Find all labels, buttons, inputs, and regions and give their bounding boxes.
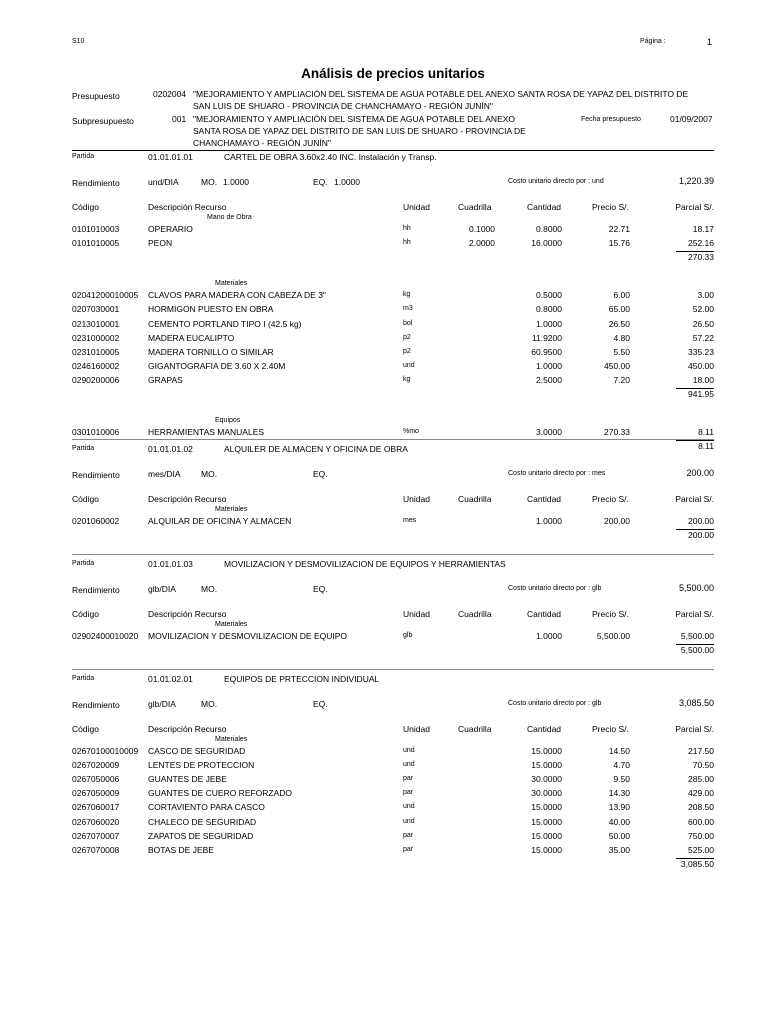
page-number: 1 bbox=[707, 37, 713, 47]
group-label: Mano de Obra bbox=[207, 214, 252, 221]
item-descripcion: MADERA EUCALIPTO bbox=[148, 332, 235, 343]
item-codigo: 0231000002 bbox=[72, 332, 120, 343]
partida-code: 01.01.01.02 bbox=[148, 444, 193, 454]
item-cantidad: 11.9200 bbox=[531, 332, 562, 343]
partida-label: Partida bbox=[72, 560, 95, 567]
item-parcial: 208.50 bbox=[688, 802, 714, 813]
group-subtotal: 8.11 bbox=[698, 441, 714, 452]
item-descripcion: GUANTES DE CUERO REFORZADO bbox=[148, 788, 293, 799]
col-header-parcial: Parcial S/. bbox=[675, 724, 714, 734]
group-subtotal: 270.33 bbox=[688, 252, 714, 263]
item-codigo: 02041200010005 bbox=[72, 290, 139, 301]
item-parcial: 200.00 bbox=[688, 516, 714, 526]
item-cantidad: 30.0000 bbox=[531, 788, 562, 799]
item-cantidad: 3.0000 bbox=[536, 427, 562, 438]
col-header-precio: Precio S/. bbox=[592, 724, 629, 734]
costo-unitario-label: Costo unitario directo por : und bbox=[508, 178, 604, 185]
item-precio: 4.70 bbox=[613, 760, 630, 771]
item-unidad: p2 bbox=[403, 333, 411, 341]
item-unidad: %mo bbox=[403, 428, 419, 436]
item-parcial: 750.00 bbox=[688, 830, 714, 841]
partida-divider bbox=[72, 669, 714, 670]
item-unidad: und bbox=[403, 817, 415, 825]
item-precio: 65.00 bbox=[608, 304, 630, 315]
item-parcial: 285.00 bbox=[688, 774, 714, 785]
col-header-precio: Precio S/. bbox=[592, 609, 629, 619]
eq-label: EQ. bbox=[313, 699, 328, 709]
item-unidad: und bbox=[403, 761, 415, 769]
item-unidad: glb bbox=[403, 632, 413, 639]
col-header-descripcion: Descripción Recurso bbox=[148, 724, 227, 734]
presupuesto-name-line1: "MEJORAMIENTO Y AMPLIACIÓN DEL SISTEMA DE AGUA POTABLE DEL ANEXO SANTA ROSA DE YAPAZ DEL DISTRITO DE bbox=[193, 89, 689, 99]
item-precio: 22.71 bbox=[608, 224, 630, 234]
col-header-parcial: Parcial S/. bbox=[675, 202, 714, 212]
col-header-codigo: Código bbox=[72, 724, 99, 734]
item-codigo: 0267020009 bbox=[72, 760, 120, 771]
item-parcial: 450.00 bbox=[688, 360, 714, 371]
costo-unitario-value: 1,220.39 bbox=[678, 176, 714, 186]
item-unidad: par bbox=[403, 789, 414, 797]
item-codigo: 0267070008 bbox=[72, 844, 120, 855]
item-unidad: par bbox=[403, 775, 414, 783]
mo-label: MO. bbox=[201, 177, 218, 187]
item-precio: 14.30 bbox=[608, 788, 630, 799]
item-cantidad: 15.0000 bbox=[531, 802, 562, 813]
item-cantidad: 15.0000 bbox=[531, 760, 562, 771]
rendimiento-unit: glb/DIA bbox=[148, 699, 176, 709]
item-unidad: und bbox=[403, 803, 415, 811]
col-header-descripcion: Descripción Recurso bbox=[148, 202, 227, 212]
group-label: Materiales bbox=[215, 621, 248, 628]
col-header-parcial: Parcial S/. bbox=[675, 494, 714, 504]
item-parcial: 429.00 bbox=[688, 788, 714, 799]
col-header-cuadrilla: Cuadrilla bbox=[458, 724, 492, 734]
item-precio: 9.50 bbox=[613, 774, 630, 785]
item-unidad: bol bbox=[403, 319, 413, 327]
item-descripcion: CEMENTO PORTLAND TIPO I (42.5 kg) bbox=[148, 318, 302, 329]
page-title: Análisis de precios unitarios bbox=[301, 66, 485, 81]
rendimiento-label: Rendimiento bbox=[72, 700, 120, 710]
item-cantidad: 15.0000 bbox=[531, 830, 562, 841]
col-header-unidad: Unidad bbox=[403, 609, 430, 619]
rendimiento-label: Rendimiento bbox=[72, 470, 120, 480]
rendimiento-unit: glb/DIA bbox=[148, 584, 176, 594]
partida-divider bbox=[72, 554, 714, 555]
item-descripcion: MADERA TORNILLO O SIMILAR bbox=[148, 346, 274, 357]
item-precio: 4.80 bbox=[613, 332, 630, 343]
item-precio: 26.50 bbox=[608, 318, 630, 329]
partida-name: ALQUILER DE ALMACEN Y OFICINA DE OBRA bbox=[224, 444, 408, 454]
group-label: Materiales bbox=[215, 506, 248, 513]
item-unidad: p2 bbox=[403, 347, 411, 355]
item-precio: 15.76 bbox=[608, 238, 630, 249]
col-header-cuadrilla: Cuadrilla bbox=[458, 202, 492, 212]
partida-name: CARTEL DE OBRA 3.60x2.40 INC. Instalación y Transp. bbox=[224, 152, 437, 162]
item-parcial: 5,500.00 bbox=[680, 631, 714, 641]
item-cantidad: 0.8000 bbox=[536, 224, 562, 234]
rendimiento-label: Rendimiento bbox=[72, 178, 120, 188]
item-codigo: 0246160002 bbox=[72, 360, 120, 371]
col-header-codigo: Código bbox=[72, 609, 99, 619]
subpresupuesto-label: Subpresupuesto bbox=[72, 116, 134, 126]
group-subtotal: 3,085.50 bbox=[680, 858, 714, 869]
subpresupuesto-name-line2: SANTA ROSA DE YAPAZ DEL DISTRITO DE SAN LUIS DE SHUARO - PROVINCIA DE bbox=[193, 126, 526, 136]
partida-name: EQUIPOS DE PRTECCION INDIVIDUAL bbox=[224, 674, 380, 684]
col-header-cuadrilla: Cuadrilla bbox=[458, 609, 492, 619]
costo-unitario-label: Costo unitario directo por : mes bbox=[508, 470, 606, 477]
item-precio: 200.00 bbox=[604, 516, 630, 526]
item-precio: 5.50 bbox=[613, 346, 630, 357]
item-descripcion: OPERARIO bbox=[148, 224, 193, 234]
item-cantidad: 15.0000 bbox=[531, 746, 562, 756]
item-descripcion: ALQUILAR DE OFICINA Y ALMACEN bbox=[148, 516, 292, 526]
item-cantidad: 1.0000 bbox=[536, 631, 562, 641]
item-descripcion: CHALECO DE SEGURIDAD bbox=[148, 816, 257, 827]
partida-divider bbox=[72, 439, 714, 440]
item-descripcion: PEON bbox=[148, 238, 173, 249]
item-parcial: 525.00 bbox=[688, 844, 714, 855]
partida-label: Partida bbox=[72, 675, 95, 682]
item-parcial: 57.22 bbox=[692, 332, 714, 343]
group-label: Materiales bbox=[215, 280, 248, 288]
item-descripcion: CASCO DE SEGURIDAD bbox=[148, 746, 246, 756]
group-label: Equipos bbox=[215, 417, 241, 425]
item-descripcion: MOVILIZACION Y DESMOVILIZACION DE EQUIPO bbox=[148, 631, 348, 641]
rendimiento-unit: mes/DIA bbox=[148, 469, 181, 479]
item-descripcion: HERRAMIENTAS MANUALES bbox=[148, 427, 265, 438]
item-parcial: 52.00 bbox=[692, 304, 714, 315]
item-cuadrilla: 0.1000 bbox=[469, 224, 495, 234]
group-subtotal: 941.95 bbox=[688, 389, 714, 399]
item-codigo: 0267070007 bbox=[72, 830, 120, 841]
item-descripcion: GUANTES DE JEBE bbox=[148, 774, 227, 785]
eq-label: EQ. bbox=[313, 584, 328, 594]
partida-label: Partida bbox=[72, 153, 95, 160]
item-precio: 14.50 bbox=[608, 746, 630, 756]
col-header-codigo: Código bbox=[72, 202, 99, 212]
col-header-cantidad: Cantidad bbox=[527, 494, 562, 504]
item-codigo: 0267060017 bbox=[72, 802, 120, 813]
subpresupuesto-code: 001 bbox=[172, 114, 187, 124]
rendimiento-unit: und/DIA bbox=[148, 177, 179, 187]
col-header-parcial: Parcial S/. bbox=[675, 609, 714, 619]
item-cuadrilla: 2.0000 bbox=[469, 238, 495, 249]
col-header-descripcion: Descripción Recurso bbox=[148, 494, 227, 504]
item-cantidad: 15.0000 bbox=[531, 816, 562, 827]
item-unidad: m3 bbox=[403, 305, 413, 313]
item-codigo: 0267060020 bbox=[72, 816, 120, 827]
col-header-precio: Precio S/. bbox=[592, 494, 629, 504]
col-header-cantidad: Cantidad bbox=[527, 609, 562, 619]
item-codigo: 0290200006 bbox=[72, 374, 120, 385]
item-descripcion: GRAPAS bbox=[148, 374, 183, 385]
item-descripcion: HORMIGON PUESTO EN OBRA bbox=[148, 304, 274, 315]
item-cantidad: 30.0000 bbox=[531, 774, 562, 785]
costo-unitario-label: Costo unitario directo por : glb bbox=[508, 700, 602, 707]
mo-label: MO. bbox=[201, 584, 218, 594]
item-cantidad: 0.5000 bbox=[536, 290, 562, 301]
item-codigo: 0101010005 bbox=[72, 238, 120, 249]
group-subtotal: 200.00 bbox=[688, 530, 714, 541]
item-precio: 450.00 bbox=[604, 360, 630, 371]
item-parcial: 3.00 bbox=[697, 290, 714, 301]
partida-code: 01.01.01.01 bbox=[148, 152, 193, 162]
rendimiento-label: Rendimiento bbox=[72, 585, 120, 595]
item-precio: 13.90 bbox=[608, 802, 630, 813]
item-parcial: 18.00 bbox=[692, 374, 714, 385]
fecha-presupuesto-label: Fecha presupuesto bbox=[581, 116, 641, 123]
mo-label: MO. bbox=[201, 469, 218, 479]
col-header-cantidad: Cantidad bbox=[527, 202, 562, 212]
item-unidad: hh bbox=[403, 239, 411, 247]
item-unidad: hh bbox=[403, 225, 411, 232]
item-parcial: 600.00 bbox=[688, 816, 714, 827]
item-cantidad: 60.9500 bbox=[531, 346, 562, 357]
partida-name: MOVILIZACION Y DESMOVILIZACION DE EQUIPOS Y HERRAMIENTAS bbox=[224, 559, 506, 569]
item-parcial: 70.50 bbox=[692, 760, 714, 771]
col-header-unidad: Unidad bbox=[403, 494, 430, 504]
item-unidad: und bbox=[403, 747, 415, 754]
item-descripcion: CORTAVIENTO PARA CASCO bbox=[148, 802, 265, 813]
presupuesto-code: 0202004 bbox=[153, 89, 187, 99]
col-header-codigo: Código bbox=[72, 494, 99, 504]
item-precio: 7.20 bbox=[613, 374, 630, 385]
item-parcial: 8.11 bbox=[698, 427, 714, 438]
item-unidad: mes bbox=[403, 517, 417, 524]
costo-unitario-value: 5,500.00 bbox=[678, 583, 714, 593]
item-descripcion: LENTES DE PROTECCION bbox=[148, 760, 255, 771]
item-codigo: 0201060002 bbox=[72, 516, 120, 526]
item-precio: 40.00 bbox=[608, 816, 630, 827]
item-descripcion: CLAVOS PARA MADERA CON CABEZA DE 3" bbox=[148, 290, 326, 301]
item-cantidad: 1.0000 bbox=[536, 516, 562, 526]
eq-label: EQ. bbox=[313, 469, 328, 479]
item-codigo: 0231010005 bbox=[72, 346, 120, 357]
item-cantidad: 1.0000 bbox=[536, 318, 562, 329]
item-unidad: par bbox=[403, 845, 414, 853]
group-label: Materiales bbox=[215, 736, 248, 743]
item-codigo: 0207030001 bbox=[72, 304, 120, 315]
costo-unitario-label: Costo unitario directo por : glb bbox=[508, 585, 602, 592]
item-unidad: kg bbox=[403, 375, 411, 383]
mo-label: MO. bbox=[201, 699, 218, 709]
item-cantidad: 16.0000 bbox=[531, 238, 562, 249]
subpresupuesto-name-line1: "MEJORAMIENTO Y AMPLIACIÓN DEL SISTEMA DE AGUA POTABLE DEL ANEXO bbox=[193, 114, 516, 124]
item-codigo: 0101010003 bbox=[72, 224, 120, 234]
fecha-presupuesto-value: 01/09/2007 bbox=[670, 114, 713, 124]
item-parcial: 217.50 bbox=[688, 746, 714, 756]
item-codigo: 0267050006 bbox=[72, 774, 120, 785]
item-parcial: 18.17 bbox=[692, 224, 714, 234]
item-descripcion: BOTAS DE JEBE bbox=[148, 844, 214, 855]
item-precio: 6.00 bbox=[613, 290, 630, 301]
subpresupuesto-name-line3: CHANCHAMAYO - REGIÓN JUNÍN" bbox=[193, 138, 331, 148]
group-subtotal: 5,500.00 bbox=[680, 645, 714, 656]
eq-value: 1.0000 bbox=[334, 177, 360, 187]
costo-unitario-value: 3,085.50 bbox=[678, 698, 714, 708]
presupuesto-label: Presupuesto bbox=[72, 91, 120, 101]
page-label: Página : bbox=[640, 38, 666, 45]
col-header-unidad: Unidad bbox=[403, 724, 430, 734]
col-header-descripcion: Descripción Recurso bbox=[148, 609, 227, 619]
item-cantidad: 15.0000 bbox=[531, 844, 562, 855]
item-precio: 270.33 bbox=[604, 427, 630, 438]
eq-label: EQ. bbox=[313, 177, 328, 187]
item-codigo: 0267050009 bbox=[72, 788, 120, 799]
presupuesto-name-line2: SAN LUIS DE SHUARO - PROVINCIA DE CHANCHAMAYO - REGIÓN JUNÍN" bbox=[193, 101, 493, 111]
col-header-unidad: Unidad bbox=[403, 202, 430, 212]
item-precio: 50.00 bbox=[608, 830, 630, 841]
costo-unitario-value: 200.00 bbox=[686, 468, 714, 478]
item-precio: 5,500.00 bbox=[596, 631, 630, 641]
item-cantidad: 2.5000 bbox=[536, 374, 562, 385]
item-codigo: 0213010001 bbox=[72, 318, 120, 329]
report-code: S10 bbox=[72, 38, 85, 45]
item-parcial: 335.23 bbox=[688, 346, 714, 357]
item-descripcion: GIGANTOGRAFIA DE 3.60 X 2.40M bbox=[148, 360, 286, 371]
partida-code: 01.01.02.01 bbox=[148, 674, 193, 684]
mo-value: 1.0000 bbox=[223, 177, 249, 187]
item-unidad: par bbox=[403, 831, 414, 839]
item-cantidad: 1.0000 bbox=[536, 360, 562, 371]
header-divider bbox=[72, 150, 714, 151]
item-codigo: 02902400010020 bbox=[72, 631, 139, 641]
item-cantidad: 0.8000 bbox=[536, 304, 562, 315]
col-header-cantidad: Cantidad bbox=[527, 724, 562, 734]
item-codigo: 02670100010009 bbox=[72, 746, 139, 756]
col-header-precio: Precio S/. bbox=[592, 202, 629, 212]
item-unidad: und bbox=[403, 361, 415, 369]
partida-label: Partida bbox=[72, 445, 95, 452]
item-precio: 35.00 bbox=[608, 844, 630, 855]
item-parcial: 252.16 bbox=[688, 238, 714, 249]
item-codigo: 0301010006 bbox=[72, 427, 120, 438]
item-parcial: 26.50 bbox=[692, 318, 714, 329]
item-unidad: kg bbox=[403, 291, 411, 299]
partida-code: 01.01.01.03 bbox=[148, 559, 193, 569]
col-header-cuadrilla: Cuadrilla bbox=[458, 494, 492, 504]
item-descripcion: ZAPATOS DE SEGURIDAD bbox=[148, 830, 254, 841]
